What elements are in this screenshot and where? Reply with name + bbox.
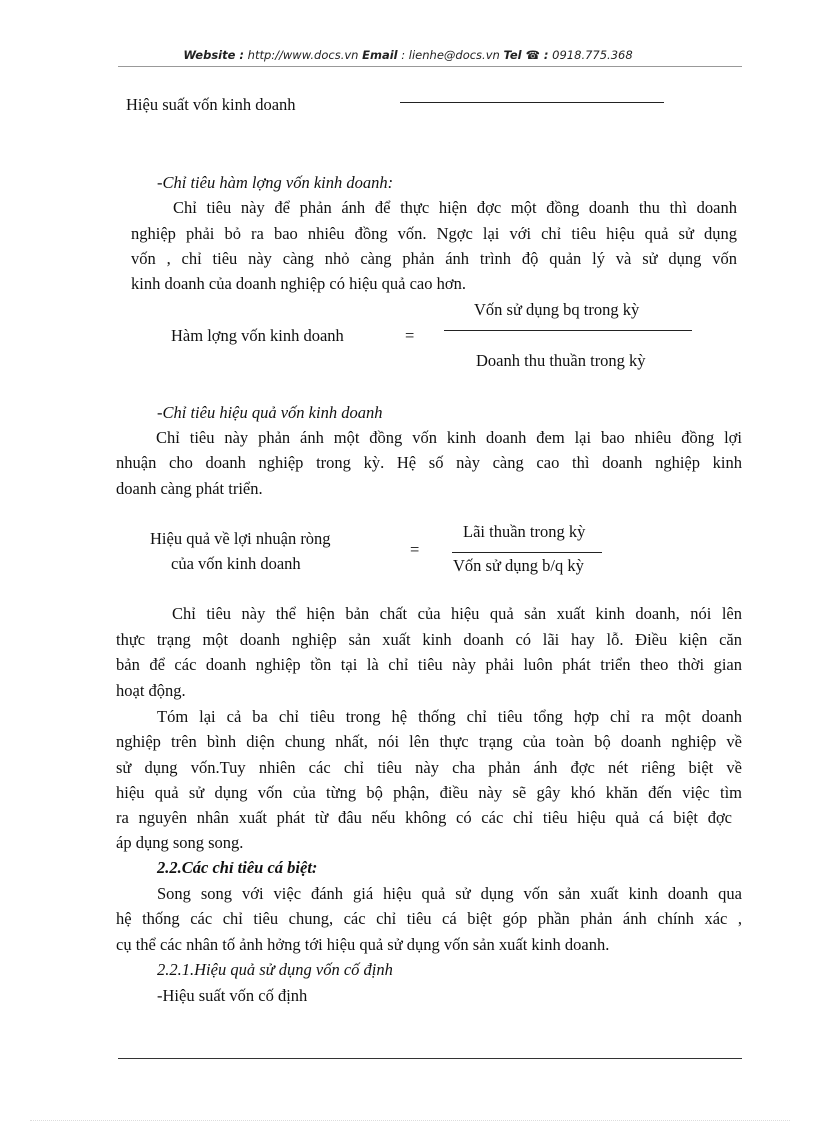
hieu-qua-denominator: Vốn sử dụng b/q kỳ xyxy=(453,556,584,575)
hieu-qua-numerator: Lãi thuần trong kỳ xyxy=(463,522,586,541)
hieu-suat-label: Hiệu suất vốn kinh doanh xyxy=(126,95,296,114)
hieu-qua-formula-label-2: của vốn kinh doanh xyxy=(171,554,301,573)
tom-lai-line-4: hiệu quả sử dụng vốn của từng bộ phận, điều này sẽ gây khó khăn đến việc tìm xyxy=(116,783,742,802)
ham-luong-fraction-line xyxy=(444,330,692,331)
website-value[interactable]: http://www.docs.vn xyxy=(247,48,359,62)
section-2-2-line-3: cụ thể các nhân tố ảnh hởng tới hiệu quả sử dụng vốn sản xuất kinh doanh. xyxy=(116,935,610,954)
tom-lai-line-6: áp dụng song song. xyxy=(116,833,244,852)
hieu-qua-formula-label-1: Hiệu quả về lợi nhuận ròng xyxy=(150,529,331,548)
hieu-qua-equals: = xyxy=(410,540,420,559)
hieu-qua-line-3: doanh càng phát triển. xyxy=(116,479,263,498)
ham-luong-line-3: vốn , chỉ tiêu này càng nhỏ càng phản ánh trình độ quản lý và sử dụng vốn xyxy=(131,249,737,268)
ham-luong-numerator: Vốn sử dụng bq trong kỳ xyxy=(474,300,640,319)
header-divider xyxy=(118,66,742,67)
ban-chat-line-2: thực trạng một doanh nghiệp sản xuất kinh doanh có lãi hay lỗ. Điều kiện căn xyxy=(116,630,742,649)
website-label: Website : xyxy=(183,48,245,62)
tom-lai-line-2: nghiệp trên bình diện chung nhất, nói lên thực trạng của toàn bộ doanh nghiệp về xyxy=(116,732,742,751)
tom-lai-line-3: sử dụng vốn.Tuy nhiên các chỉ tiêu này cha phản ánh đợc nét riêng biệt về xyxy=(116,758,742,777)
tel-value: 0918.775.368 xyxy=(552,48,633,62)
ham-luong-formula-label: Hàm lợng vốn kinh doanh xyxy=(171,326,344,345)
section-2-2-1-sub: -Hiệu suất vốn cố định xyxy=(157,986,308,1005)
hieu-qua-fraction-line xyxy=(452,552,602,553)
page-edge xyxy=(30,1120,790,1121)
tom-lai-line-5: ra nguyên nhân xuất phát từ đâu nếu không có các chỉ tiêu hiệu quả cá biệt đợc xyxy=(116,808,732,827)
ham-luong-heading: -Chỉ tiêu hàm lợng vốn kinh doanh: xyxy=(157,173,394,192)
ham-luong-denominator: Doanh thu thuần trong kỳ xyxy=(476,351,646,370)
hieu-qua-heading: -Chỉ tiêu hiệu quả vốn kinh doanh xyxy=(157,403,383,422)
ham-luong-line-1: Chỉ tiêu này để phản ánh để thực hiện đợc một đồng doanh thu thì doanh xyxy=(173,198,737,217)
section-2-2-1-heading: 2.2.1.Hiệu quả sử dụng vốn cố định xyxy=(157,960,393,979)
section-2-2-line-2: hệ thống các chỉ tiêu chung, các chỉ tiêu cá biệt góp phần phản ánh chính xác , xyxy=(116,909,742,928)
ham-luong-line-2: nghiệp phải bỏ ra bao nhiêu đồng vốn. Ngợc lại với chỉ tiêu hiệu quả sử dụng xyxy=(131,224,737,243)
fraction-line-top xyxy=(400,102,664,103)
email-label: Email xyxy=(362,48,398,62)
page-header xyxy=(0,48,816,62)
tel-label: Tel ☎ : xyxy=(503,48,549,62)
ban-chat-line-1: Chỉ tiêu này thể hiện bản chất của hiệu quả sản xuất kinh doanh, nói lên xyxy=(172,604,742,623)
footer-divider xyxy=(118,1058,742,1059)
hieu-qua-line-1: Chỉ tiêu này phản ánh một đồng vốn kinh doanh đem lại bao nhiêu đồng lợi xyxy=(156,428,742,447)
hieu-qua-line-2: nhuận cho doanh nghiệp trong kỳ. Hệ số này càng cao thì doanh nghiệp kinh xyxy=(116,453,742,472)
section-2-2-line-1: Song song với việc đánh giá hiệu quả sử dụng vốn sản xuất kinh doanh qua xyxy=(157,884,742,903)
ham-luong-equals: = xyxy=(405,326,415,345)
ban-chat-line-3: bản để các doanh nghiệp tồn tại là chỉ tiêu này phải luôn phát triển theo thời gian xyxy=(116,655,742,674)
section-2-2-heading: 2.2.Các chỉ tiêu cá biệt: xyxy=(157,858,318,877)
email-value[interactable]: : lienhe@docs.vn xyxy=(401,48,500,62)
ban-chat-line-4: hoạt động. xyxy=(116,681,186,700)
ham-luong-line-4: kinh doanh của doanh nghiệp có hiệu quả cao hơn. xyxy=(131,274,466,293)
tom-lai-line-1: Tóm lại cả ba chỉ tiêu trong hệ thống chỉ tiêu tổng hợp chỉ ra một doanh xyxy=(157,707,742,726)
